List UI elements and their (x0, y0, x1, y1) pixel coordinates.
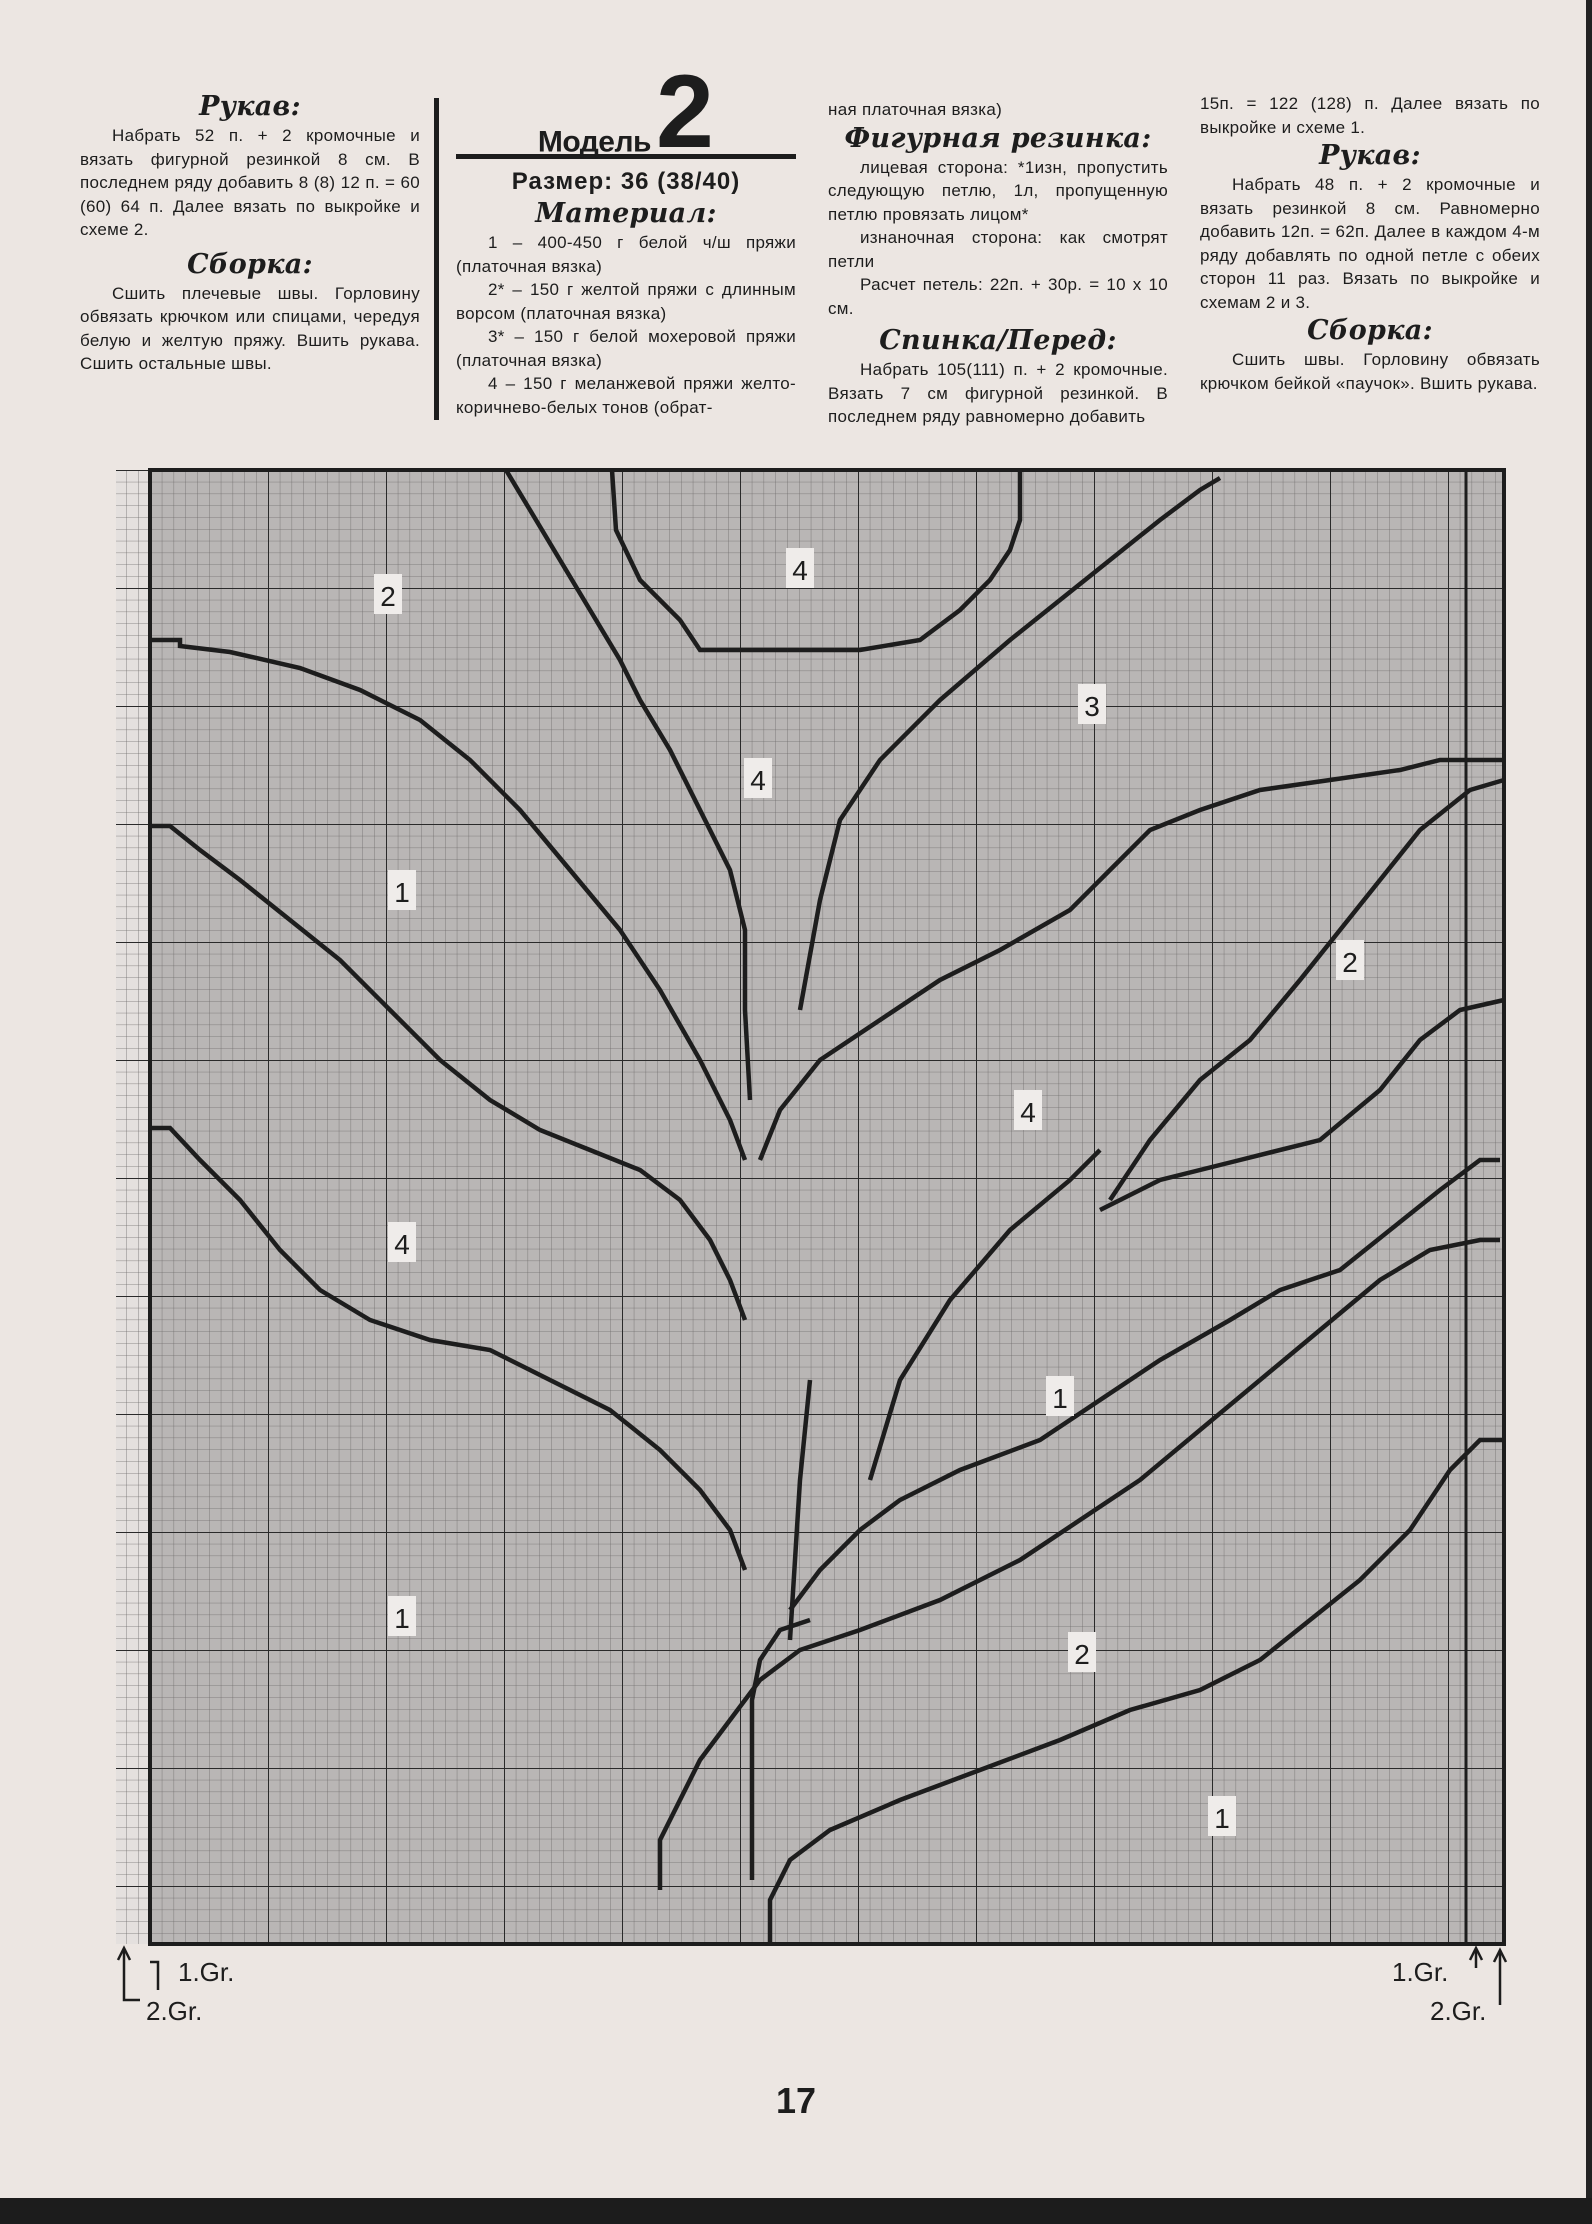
rib-heading: Фигурная резинка: (844, 122, 1152, 154)
back-front-text: Набрать 105(111) п. + 2 кромочные. Вязать 7 см фигурной резинкой. В последнем ряду равномерно добавить (828, 360, 1168, 426)
legend-markers (118, 1948, 1506, 2005)
continuation-text: ная платочная вязка) (828, 100, 1003, 119)
material-item: 2* – 150 г желтой пряжи с длинным ворсом (платочная вязка) (456, 280, 796, 323)
rib-back-text: изнаночная сторона: как смотрят петли (828, 228, 1168, 271)
zone-label: 2 (1074, 1639, 1090, 1670)
back-front-heading: Спинка/Перед: (879, 325, 1117, 356)
legend-1gr-right: 1.Gr. (1392, 1957, 1449, 1987)
sleeve-heading: Рукав: (199, 91, 301, 122)
legend-2gr-left: 2.Gr. (146, 1996, 203, 2026)
gauge-text: Расчет петель: 22п. + 30р. = 10 x 10 см. (828, 275, 1168, 318)
sleeve-heading-2: Рукав: (1319, 140, 1421, 171)
assembly-text-2: Сшить швы. Горловину обвязать крючком бейкой «паучок». Вшить рукава. (1200, 350, 1540, 393)
zone-label: 4 (394, 1229, 410, 1260)
assembly-heading-2: Сборка: (1307, 315, 1433, 346)
zone-label: 1 (1052, 1383, 1068, 1414)
model-word: Модель (537, 125, 651, 159)
zone-label: 4 (792, 555, 808, 586)
zone-label: 2 (1342, 947, 1358, 978)
zone-label: 3 (1084, 691, 1100, 722)
legend-2gr-right: 2.Gr. (1430, 1996, 1487, 2026)
zone-label: 4 (750, 765, 766, 796)
rib-front-text: лицевая сторона: *1изн, пропустить следующую петлю, 1л, пропущенную петлю провязать лицом* (828, 157, 1168, 224)
zone-label: 2 (380, 581, 396, 612)
sleeve-text: Набрать 52 п. + 2 кромочные и вязать фигурной резинкой 8 см. В последнем ряду добавить 8 (8) 12 п. = 60 (60) 64 п. Далее вязать по выкройке и схеме 2. (80, 126, 420, 239)
model-number: 2 (656, 54, 715, 170)
size-line: Размер: 36 (38/40) (511, 168, 741, 195)
zone-label: 1 (1214, 1803, 1230, 1834)
sleeve-text-2: Набрать 48 п. + 2 кромочные и вязать резинкой 8 см. Равномерно добавить 12п. = 62п. Далее в каждом 4-м ряду добавлять по одной петле с обеих сторон 11 раз. Вязать по выкройке и схемам 2 и 3. (1200, 175, 1540, 312)
continuation-text: 15п. = 122 (128) п. Далее вязать по выкройке и схеме 1. (1200, 94, 1540, 137)
zone-label: 1 (394, 1603, 410, 1634)
material-item: 4 – 150 г меланжевой пряжи желто-коричнево-белых тонов (обрат- (456, 374, 796, 417)
chart-grid (116, 470, 1504, 1944)
zone-label: 1 (394, 877, 410, 908)
material-item: 1 – 400-450 г белой ч/ш пряжи (платочная вязка) (456, 233, 796, 276)
assembly-heading: Сборка: (187, 248, 313, 280)
assembly-text: Сшить плечевые швы. Горловину обвязать крючком или спицами, чередуя белую и желтую пряжу. Вшить рукава. Сшить остальные швы. (80, 283, 420, 373)
page-number: 17 (776, 2080, 817, 2121)
material-heading: Материал: (535, 198, 717, 229)
zone-label: 4 (1020, 1097, 1036, 1128)
legend-1gr-left: 1.Gr. (178, 1957, 235, 1987)
material-item: 3* – 150 г белой мохеровой пряжи (платочная вязка) (456, 327, 796, 370)
